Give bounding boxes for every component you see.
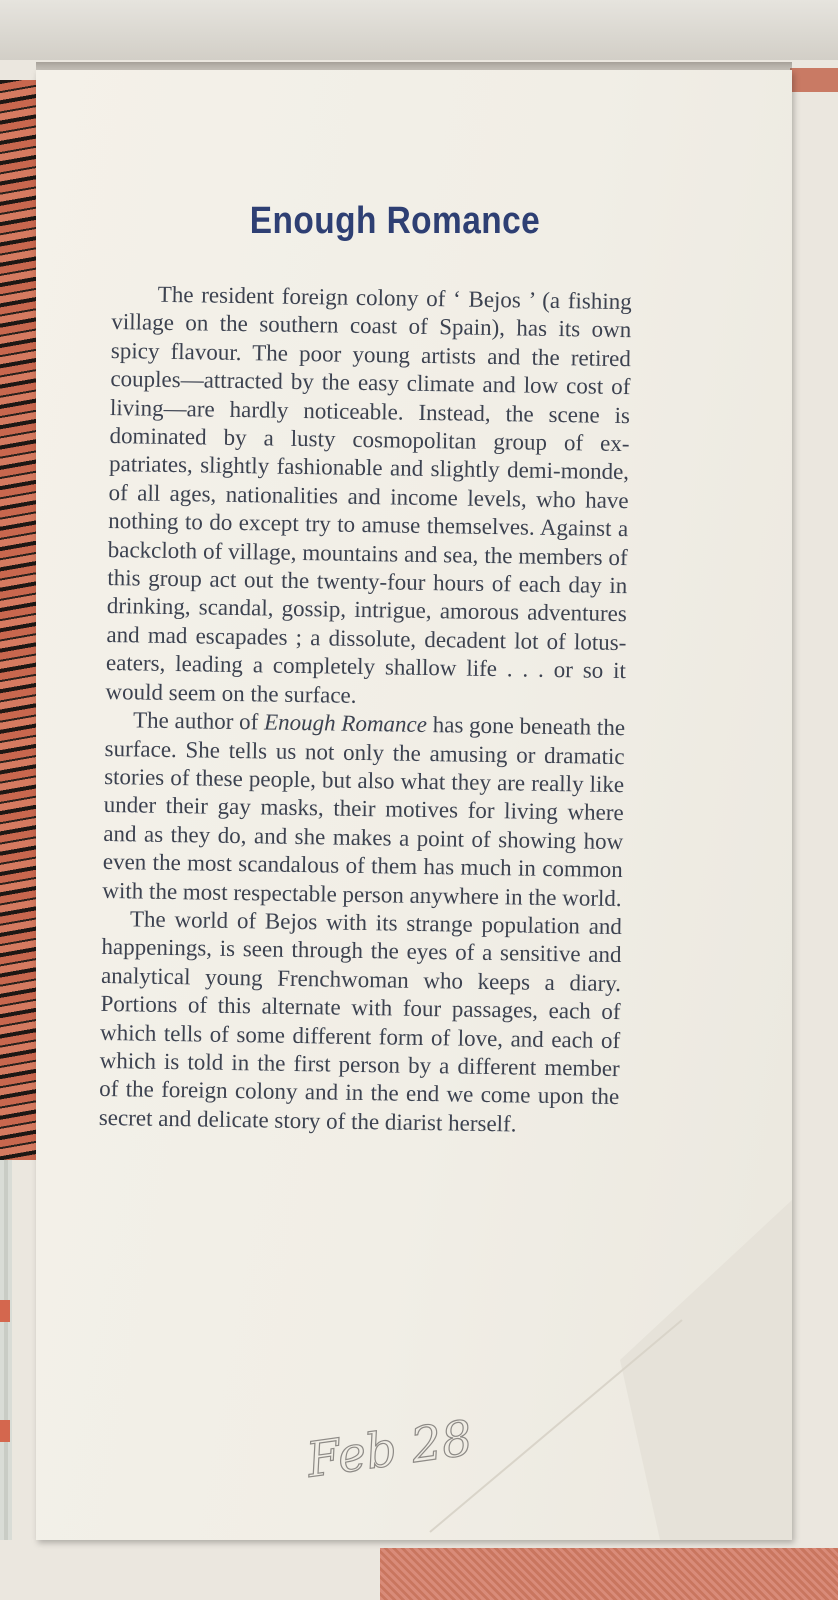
folded-corner-face — [620, 1200, 792, 1540]
blurb-text-run: has gone beneath the surface. She tells us not only the amusing or dramatic stories of these people, but also what they are really like under their gay masks, their motives for living where and as they do, and she makes a point of showing how even the most scandalous of them has much in common with the most respectable person anywhere in the world. — [102, 712, 626, 911]
book-title: Enough Romance — [249, 200, 541, 242]
blurb-paragraph: The world of Bejos with its strange population and happenings, is seen through the eyes of a sensitive and analytical young Frenchwoman who keeps a diary. Portions of this alternate with four passages, each of which tells of some different form of love, and each of which is told in the first person by a different member of the foreign colony and in the end we come upon the secret and delicate story of the diarist herself. — [98, 906, 623, 1137]
blurb-book-title: Enough Romance — [263, 709, 428, 738]
blurb-text — [99, 280, 632, 1140]
blurb-text-run: The author of — [132, 707, 265, 735]
blurb-paragraph — [102, 706, 625, 913]
blurb-paragraph: The resident foreign colony of ‘ Bejos ’ (a fishing village on the southern coast of Spain), has its own spicy flavour. The poor young artists and the retired couples—attracted by the easy climate and low cost of living—are hardly noticeable. Instead, the scene is dominated by a lusty cosmopolitan group of ex-patriates, slightly fashionable and slightly demi-monde, of all ages, nationalities and income levels, who have nothing to do except try to amuse themselves. Against a backcloth of village, mountains and sea, the members of this group act out the twenty-four hours of each day in drinking, scandal, gossip, intrigue, amorous adventures and mad escapades ; a dissolute, decadent lot of lotus-eaters, leading a completely shallow life . . . or so it would seem on the surface. — [105, 281, 632, 708]
handwritten-date-text: Feb 28 — [303, 1410, 476, 1489]
handwritten-date-note — [300, 1390, 500, 1500]
